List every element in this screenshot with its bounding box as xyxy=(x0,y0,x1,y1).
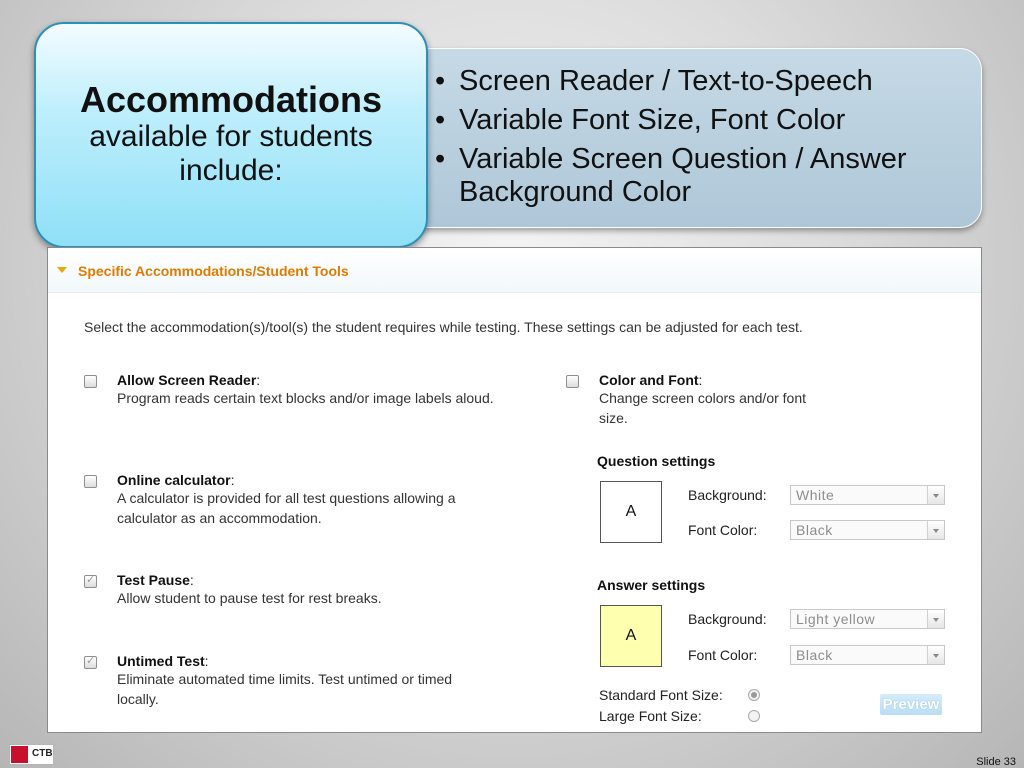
section-title: Specific Accommodations/Student Tools xyxy=(78,263,349,279)
option-desc: Eliminate automated time limits. Test untimed or timed locally. xyxy=(117,671,453,707)
chevron-down-icon[interactable] xyxy=(927,610,944,628)
bullet-item xyxy=(433,65,973,98)
chevron-down-icon[interactable] xyxy=(927,521,944,539)
select-value: Light yellow xyxy=(796,611,876,627)
question-background-select[interactable] xyxy=(790,485,945,505)
option-desc: A calculator is provided for all test questions allowing a calculator as an accommodation. xyxy=(117,490,456,526)
colon: : xyxy=(256,372,261,388)
callout-subtitle: available for students include: xyxy=(89,120,373,187)
question-background-label: Background: xyxy=(688,487,767,503)
screen-reader-checkbox[interactable] xyxy=(84,375,97,388)
bullet-text: Screen Reader / Text-to-Speech xyxy=(459,65,873,97)
bullet-dot: • xyxy=(435,143,446,175)
option-screen-reader xyxy=(84,372,494,408)
bullet-item xyxy=(433,104,973,137)
colon: : xyxy=(230,472,235,488)
option-desc: Change screen colors and/or font size. xyxy=(599,390,807,426)
callout-title: Accommodations xyxy=(79,79,383,120)
slide-number: Slide 33 xyxy=(976,756,1016,768)
section-header[interactable] xyxy=(48,248,981,293)
option-test-pause xyxy=(84,572,464,608)
online-calculator-checkbox[interactable] xyxy=(84,475,97,488)
accommodations-panel xyxy=(47,247,982,733)
question-font-color-label: Font Color: xyxy=(688,522,758,538)
select-value: White xyxy=(796,487,835,503)
bullet-dot: • xyxy=(435,65,446,97)
test-pause-checkbox[interactable] xyxy=(84,575,97,588)
option-name: Color and Font xyxy=(599,372,699,388)
option-name: Online calculator xyxy=(117,472,231,488)
option-name: Untimed Test xyxy=(117,653,205,669)
option-desc: Allow student to pause test for rest breaks. xyxy=(117,590,382,606)
option-untimed-test xyxy=(84,653,464,709)
answer-background-label: Background: xyxy=(688,611,767,627)
standard-font-size-radio[interactable] xyxy=(748,689,760,701)
accommodations-list xyxy=(433,65,973,215)
option-name: Test Pause xyxy=(117,572,190,588)
untimed-test-checkbox[interactable] xyxy=(84,656,97,669)
select-value: Black xyxy=(796,522,833,538)
mcgraw-hill-ctb-logo xyxy=(9,744,54,765)
colon: : xyxy=(204,653,209,669)
bullet-text: Variable Font Size, Font Color xyxy=(459,104,846,136)
logo-text: CTB xyxy=(32,748,53,759)
question-font-color-select[interactable] xyxy=(790,520,945,540)
bullet-item xyxy=(433,143,973,209)
large-font-size-label: Large Font Size: xyxy=(599,708,702,724)
large-font-size-radio[interactable] xyxy=(748,710,760,722)
answer-font-color-label: Font Color: xyxy=(688,647,758,663)
question-settings-title: Question settings xyxy=(597,453,716,469)
color-and-font-checkbox[interactable] xyxy=(566,375,579,388)
option-desc: Program reads certain text blocks and/or image labels aloud. xyxy=(117,390,494,406)
bullet-text: Variable Screen Question / Answer Background Color xyxy=(459,143,907,208)
expand-triangle-icon[interactable] xyxy=(57,267,67,273)
chevron-down-icon[interactable] xyxy=(927,646,944,664)
answer-sample-preview: A xyxy=(600,605,662,667)
option-color-and-font xyxy=(566,372,826,428)
intro-text: Select the accommodation(s)/tool(s) the student requires while testing. These settings can be adjusted for each test. xyxy=(84,319,803,335)
select-value: Black xyxy=(796,647,833,663)
preview-button[interactable]: Preview xyxy=(880,694,942,715)
bullet-dot: • xyxy=(435,104,446,136)
colon: : xyxy=(189,572,194,588)
answer-font-color-select[interactable] xyxy=(790,645,945,665)
standard-font-size-label: Standard Font Size: xyxy=(599,687,723,703)
heading-box xyxy=(34,22,428,248)
logo-red-square-icon xyxy=(11,746,28,763)
option-name: Allow Screen Reader xyxy=(117,372,257,388)
bullet-panel xyxy=(392,48,982,228)
option-online-calculator xyxy=(84,472,464,528)
colon: : xyxy=(698,372,703,388)
answer-settings-title: Answer settings xyxy=(597,577,706,593)
answer-background-select[interactable] xyxy=(790,609,945,629)
chevron-down-icon[interactable] xyxy=(927,486,944,504)
question-sample-preview: A xyxy=(600,481,662,543)
